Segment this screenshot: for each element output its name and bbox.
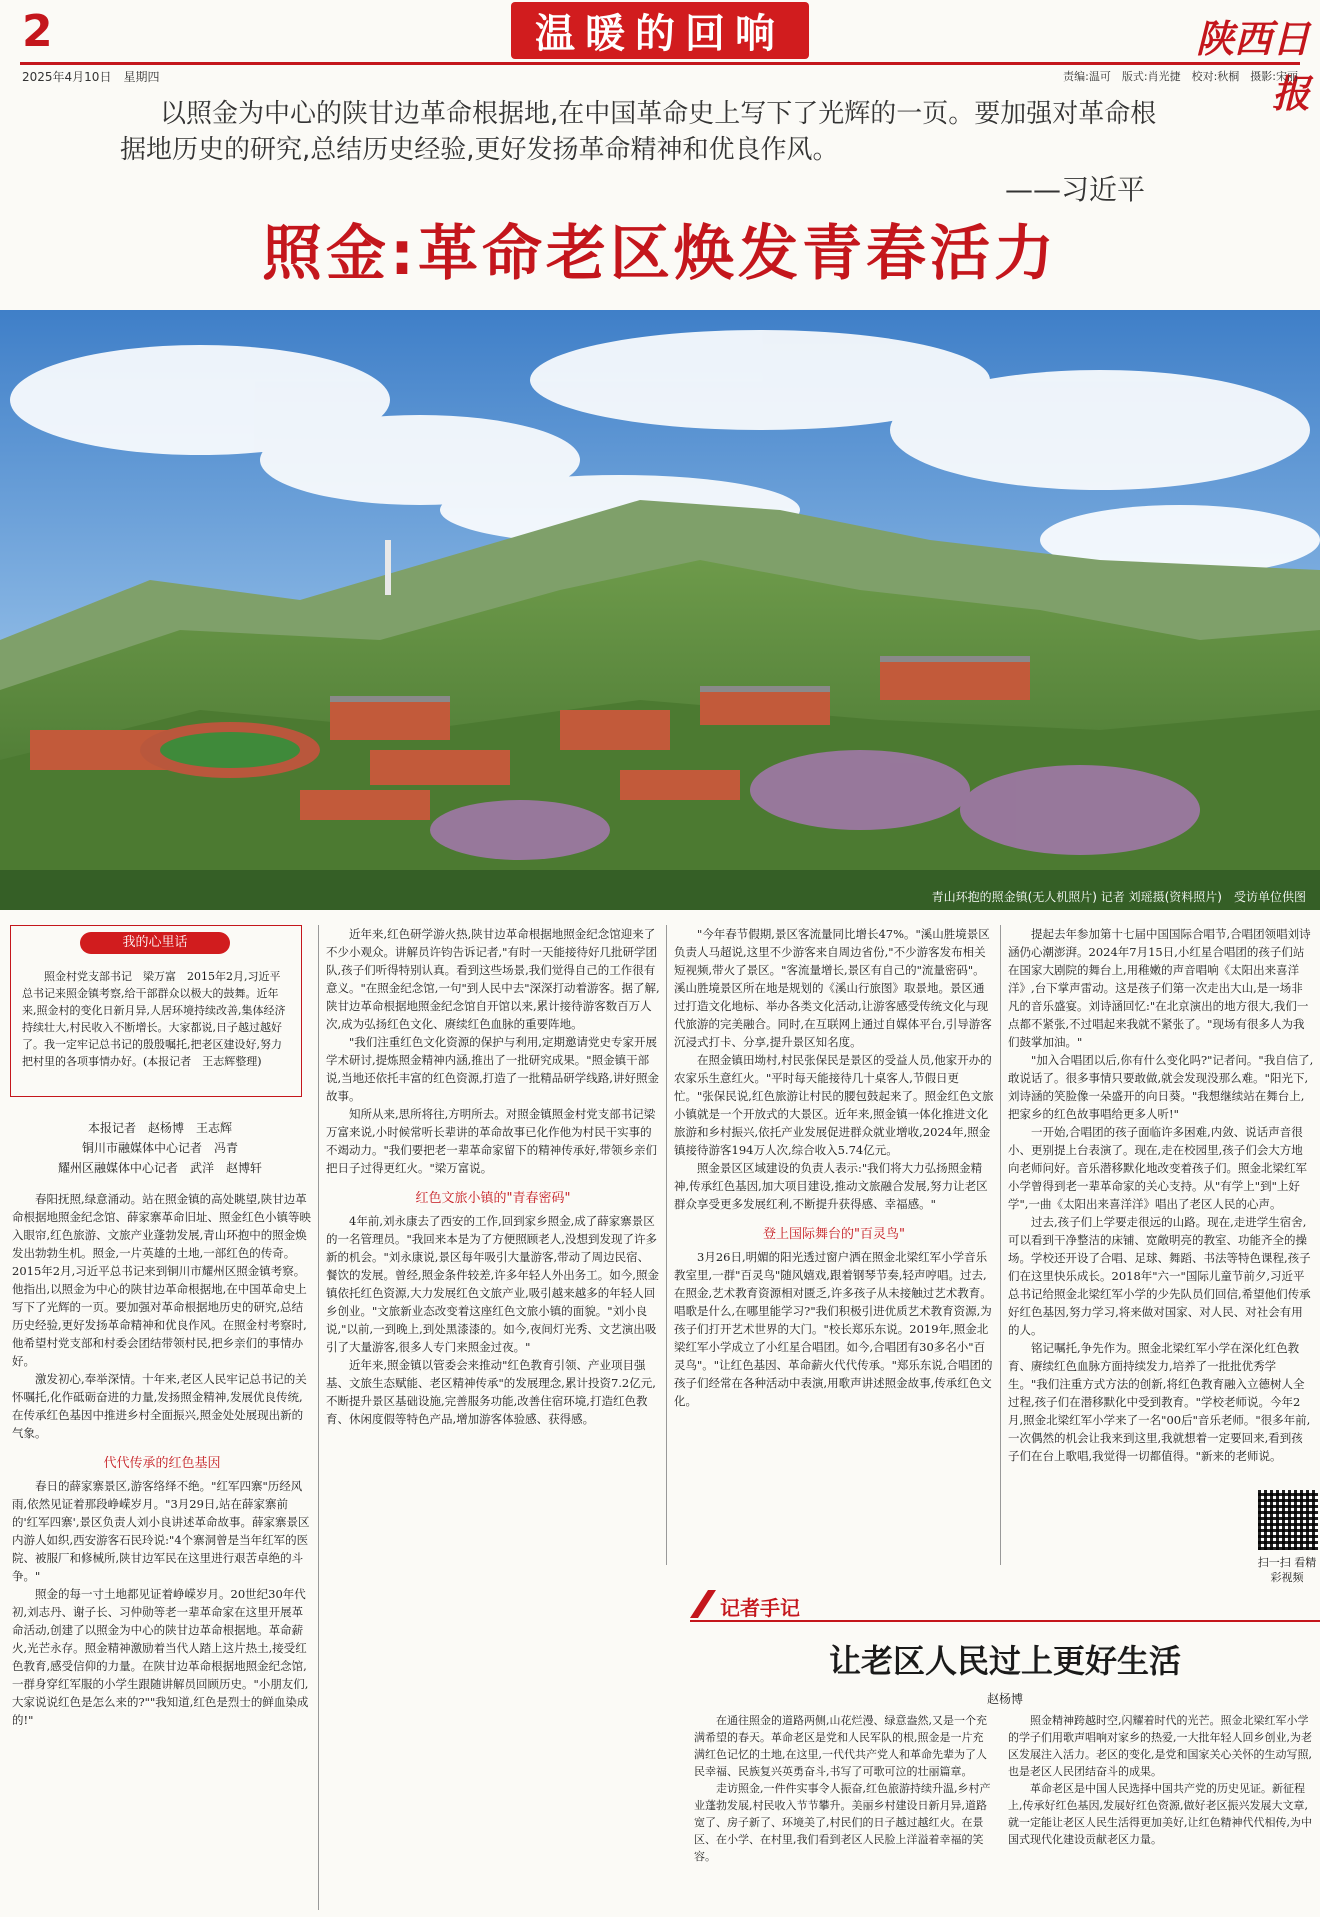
byline-line: 耀州区融媒体中心记者 武洋 赵博轩 — [57, 1161, 262, 1175]
subheading: 红色文旅小镇的"青春密码" — [415, 1191, 571, 1206]
paragraph: 走访照金,一件件实事令人振奋,红色旅游持续升温,乡村产业蓬勃发展,村民收入节节攀升。美丽乡村建设日新月异,道路宽了、房子新了、环境美了,村民们的日子越过越红火。在景区、在小学、在村里,我们看到老区人民脸上洋溢着幸福的笑容。 — [694, 1782, 991, 1863]
column-divider — [666, 925, 667, 1565]
column-divider — [318, 925, 319, 1910]
subheading: 代代传承的红色基因 — [103, 1456, 221, 1471]
paragraph: 春阳抚照,绿意涌动。站在照金镇的高处眺望,陕甘边革命根据地照金纪念馆、薛家寨革命旧址、照金红色小镇等映入眼帘,红色旅游、文旅产业蓬勃发展,青山环抱中的照金焕发出勃勃生机。照金,一片英雄的土地,一部红色的传奇。2015年2月,习近平总书记来到铜川市耀州区照金镇考察。他指出,以照金为中心的陕甘边革命根据地,在中国革命史上写下了光辉的一页。要加强对革命根据地历史的研究,总结历史经验,更好发扬革命精神和优良作风。在照金村考察时,他希望村党支部和村委会团结带领村民,把乡亲们的事情办好。 — [12, 1192, 311, 1368]
paragraph: "我们注重红色文化资源的保护与利用,定期邀请党史专家开展学术研讨,提炼照金精神内涵,推出了一批研究成果。"照金镇干部说,当地还依托丰富的红色资源,打造了一批精品研学线路,讲好照金故事。 — [326, 1035, 659, 1103]
paragraph: 3月26日,明媚的阳光透过窗户洒在照金北梁红军小学音乐教室里,一群"百灵鸟"随风嬉戏,跟着钢琴节奏,轻声哼唱。过去,在照金,艺术教育资源相对匮乏,许多孩子从未接触过艺术教育。唱歌是什么,在哪里能学习?"我们积极引进优质艺术教育资源,为孩子们打开艺术世界的大门。"校长郑乐东说。2019年,照金北梁红军小学成立了小红星合唱团。如今,合唱团有30多名小"百灵鸟"。"让红色基因、革命薪火代代传承。"郑乐东说,合唱团的孩子们经常在各种活动中表演,用歌声讲述照金故事,传承红色文化。 — [674, 1250, 993, 1408]
byline-line: 铜川市融媒体中心记者 冯青 — [81, 1141, 238, 1155]
qr-caption: 扫一扫 看精彩视频 — [1257, 1556, 1317, 1584]
landscape-photo — [0, 310, 1320, 910]
photo-caption-text: 青山环抱的照金镇(无人机照片) 记者 刘瑶摄(资料照片) — [931, 890, 1222, 904]
paragraph: 知所从来,思所将往,方明所去。对照金镇照金村党支部书记梁万富来说,小时候常听长辈讲的革命故事已化作他为村民干实事的不竭动力。"我们要把老一辈革命家留下的精神传承好,带领乡亲们把日子过得更红火。"梁万富说。 — [326, 1107, 657, 1175]
reporter-note-column-1 — [694, 1712, 994, 1912]
sidebar-box-title: 我的心里话 — [80, 932, 230, 954]
paragraph: 激发初心,奉举深情。十年来,老区人民牢记总书记的关怀嘱托,化作砥砺奋进的力量,发扬照金精神,发展优良传统,在传承红色基因中推进乡村全面振兴,照金处处展现出新的气象。 — [12, 1372, 307, 1440]
column-divider — [1000, 925, 1001, 1565]
photo-caption — [932, 888, 1306, 905]
paragraph: 照金景区区域建设的负责人表示:"我们将大力弘扬照金精神,传承红色基因,加大项目建设,推动文旅融合发展,努力让老区群众享受更多发展红利,不断提升获得感、幸福感。" — [674, 1161, 988, 1211]
subheading: 登上国际舞台的"百灵鸟" — [763, 1227, 905, 1242]
reporter-note-title: 让老区人民过上更好生活 — [828, 1642, 1181, 1680]
byline-line: 本报记者 赵杨博 王志辉 — [87, 1121, 232, 1135]
reporter-note-column-2 — [1008, 1712, 1314, 1912]
paragraph: 在通往照金的道路两侧,山花烂漫、绿意盎然,又是一个充满希望的春天。革命老区是党和人民军队的根,照金是一片充满红色记忆的土地,在这里,一代代共产党人和革命先辈为了人民幸福、民族复兴英勇奋斗,书写了可歌可泣的壮丽篇章。 — [694, 1714, 987, 1778]
paragraph: 铭记嘱托,争先作为。照金北梁红军小学在深化红色教育、赓续红色血脉方面持续发力,培养了一批批优秀学生。"我们注重方式方法的创新,将红色教育融入立德树人全过程,孩子们在潜移默化中受到教育。"学校老师说。今年2月,照金北梁红军小学来了一名"00后"音乐老师。"很多年前,一次偶然的机会让我来到这里,我就想着一定要回来,看到孩子们在台上歌唱,我觉得一切都值得。"新来的老师说。 — [1008, 1341, 1311, 1463]
paragraph: 一开始,合唱团的孩子面临许多困难,内敛、说话声音很小、更别提上台表演了。现在,走在校园里,孩子们会大方地向老师问好。音乐潜移默化地改变着孩子们。照金北梁红军小学曾得到老一辈革命家的关心支持。从"有学上"到"上好学",一曲《太阳出来喜洋洋》唱出了老区人民的心声。 — [1008, 1125, 1307, 1211]
issue-date: 2025年4月10日 星期四 — [22, 70, 160, 84]
reporter-note-tag: 记者手记 — [720, 1596, 800, 1620]
paragraph: 照金的每一寸土地都见证着峥嵘岁月。20世纪30年代初,刘志丹、谢子长、习仲勋等老一辈革命家在这里开展革命活动,创建了以照金为中心的陕甘边革命根据地。革命薪火,光芒永存。照金精神激励着当代人踏上这片热土,接受红色教育,感受信仰的力量。在陕甘边革命根据地照金纪念馆,一群身穿红军服的小学生跟随讲解员回顾历史。"小朋友们,大家说说红色是怎么来的?""我知道,红色是烈士的鲜血染成的!" — [12, 1587, 309, 1727]
paragraph: "今年春节假期,景区客流量同比增长47%。"溪山胜境景区负责人马超说,这里不少游客来自周边省份,"不少游客发布相关短视频,带火了景区。"客流量增长,景区有自己的"流量密码"。溪山胜境景区所在地是规划的《溪山行旅图》取景地。景区通过打造文化地标、举办各类文化活动,让游客感受传统文化与现代旅游的完美融合。同时,在互联网上通过自媒体平台,引导游客沉浸式打卡、分享,提升景区知名度。 — [674, 927, 992, 1049]
article-column-3 — [674, 925, 994, 1580]
paragraph: 近年来,红色研学游火热,陕甘边革命根据地照金纪念馆迎来了不少小观众。讲解员许钧告诉记者,"有时一天能接待好几批研学团队,孩子们听得特别认真。看到这些场景,我们觉得自己的工作很有意义。"在照金纪念馆,一句"到人民中去"深深打动着游客。据了解,陕甘边革命根据地照金纪念馆自开馆以来,累计接待游客数百万人次,成为弘扬红色文化、赓续红色血脉的重要阵地。 — [326, 927, 660, 1031]
article-column-4 — [1008, 925, 1314, 1485]
masthead-rule — [20, 62, 1300, 65]
monument-tower — [385, 540, 391, 595]
page-number: 2 — [22, 6, 53, 57]
paragraph: 近年来,照金镇以管委会来推动"红色教育引领、产业项目强基、文旅生态赋能、老区精神传承"的发展理念,累计投资7.2亿元,不断提升景区基础设施,完善服务功能,改善住宿环境,打造红色教育、休闲度假等特色产品,增加游客体验感、获得感。 — [326, 1358, 656, 1426]
reporter-note-rule — [690, 1620, 1320, 1622]
paragraph: 在照金镇田坳村,村民张保民是景区的受益人员,他家开办的农家乐生意红火。"平时每天能接待几十桌客人,节假日更忙。"张保民说,红色旅游让村民的腰包鼓起来了。照金红色文旅小镇就是一个开放式的大景区。近年来,照金镇一体化推进文化旅游和乡村振兴,依托产业发展促进群众就业增收,2024年,照金镇接待游客194万人次,综合收入5.74亿元。 — [674, 1053, 994, 1157]
section-banner — [470, 4, 850, 56]
paragraph: 春日的薛家寨景区,游客络绎不绝。"红军四寨"历经风雨,依然见证着那段峥嵘岁月。"3月29日,站在薛家寨前的'红军四寨',景区负责人刘小良讲述革命故事。薛家寨景区内游人如织,西安游客石民玲说:"4个寨洞曾是当年红军的医院、被服厂和修械所,陕甘边军民在这里进行艰苦卓绝的斗争。" — [12, 1479, 310, 1583]
article-column-2 — [326, 925, 660, 1910]
paragraph: 提起去年参加第十七届中国国际合唱节,合唱团领唱刘诗涵仍心潮澎湃。2024年7月15日,小红星合唱团的孩子们站在国家大剧院的舞台上,用稚嫩的声音唱响《太阳出来喜洋洋》,台下掌声雷动。这是孩子们第一次走出大山,是一场非凡的音乐盛宴。刘诗涵回忆:"在北京演出的地方很大,我们一点都不紧张,不过唱起来我就不紧张了。"现场有很多人为我们鼓掌加油。" — [1008, 927, 1311, 1049]
paragraph: 4年前,刘永康去了西安的工作,回到家乡照金,成了薛家寨景区的一名管理员。"我回来本是为了方便照顾老人,没想到发现了许多新的机会。"刘永康说,景区每年吸引大量游客,带动了周边民宿、餐饮的发展。曾经,照金条件较差,许多年轻人外出务工。如今,照金镇依托红色资源,大力发展红色文旅产业,吸引越来越多的年轻人回乡创业。"文旅新业态改变着这座红色文旅小镇的面貌。"刘小良说,"以前,一到晚上,到处黑漆漆的。如今,夜间灯光秀、文艺演出吸引了大量游客,很多人专门来照金过夜。" — [326, 1214, 659, 1354]
editor-credits: 责编:温可 版式:肖光捷 校对:秋桐 摄影:宋丽 — [1063, 70, 1298, 83]
sidebar-box-text: 照金村党支部书记 梁万富 2015年2月,习近平总书记来照金镇考察,给干部群众以极大的鼓舞。近年来,照金村的变化日新月异,人居环境持续改善,集体经济持续壮大,村民收入不断增长。大家都说,日子越过越好了。我一定牢记总书记的殷殷嘱托,把老区建设好,努力把村里的各项事情办好。(本报记者 王志辉整理) — [22, 970, 286, 1068]
paragraph: 照金精神跨越时空,闪耀着时代的光芒。照金北梁红军小学的学子们用歌声唱响对家乡的热爱,一大批年轻人回乡创业,为老区发展注入活力。老区的变化,是党和国家关心关怀的生动写照,也是老区人民团结奋斗的成果。 — [1008, 1714, 1312, 1778]
page-headline: 照金:革命老区焕发青春活力 — [262, 219, 1058, 289]
article-byline — [20, 1118, 300, 1178]
leader-quote: 以照金为中心的陕甘边革命根据地,在中国革命史上写下了光辉的一页。要加强对革命根据地历史的研究,总结历史经验,更好发扬革命精神和优良作风。 — [120, 99, 1157, 165]
newspaper-logo: 陕西日报 — [1195, 16, 1310, 116]
reporter-note-author: 赵杨博 — [986, 1692, 1023, 1706]
paragraph: "加入合唱团以后,你有什么变化吗?"记者问。"我自信了,敢说话了。很多事情只要敢做,就会发现没那么难。"阳光下,刘诗涵的笑脸像一朵盛开的向日葵。"我想继续站在舞台上,把家乡的红色故事唱给更多人听!" — [1008, 1053, 1314, 1121]
paragraph: 革命老区是中国人民选择中国共产党的历史见证。新征程上,传承好红色基因,发展好红色资源,做好老区振兴发展大文章,就一定能让老区人民生活得更加美好,让红色精神代代相传,为中国式现代化建设贡献老区力量。 — [1008, 1782, 1312, 1846]
article-column-1 — [12, 1190, 312, 1910]
paragraph: 过去,孩子们上学要走很远的山路。现在,走进学生宿舍,可以看到干净整洁的床铺、宽敞明亮的教室、功能齐全的操场。学校还开设了合唱、足球、舞蹈、书法等特色课程,孩子们在这里快乐成长。2018年"六一"国际儿童节前夕,习近平总书记给照金北梁红军小学的少先队员们回信,希望他们传承好红色基因,努力学习,将来做对国家、对人民、对社会有用的人。 — [1008, 1215, 1311, 1337]
photo-credit: 受访单位供图 — [1233, 890, 1306, 904]
banner-title: 温暖的回响 — [511, 2, 809, 59]
quote-author: ——习近平 — [1004, 173, 1145, 206]
sidebar-box-body — [22, 968, 290, 1070]
qr-code[interactable] — [1258, 1490, 1318, 1550]
